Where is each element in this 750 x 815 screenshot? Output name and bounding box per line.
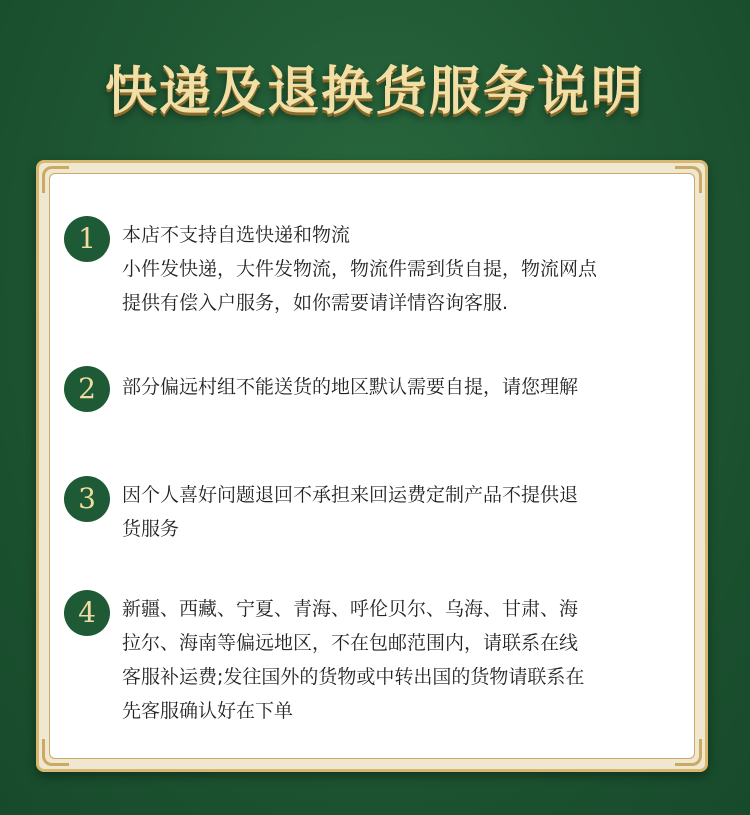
item-text-line: 本店不支持自选快递和物流 <box>122 224 351 246</box>
item-text-line: 提供有偿入户服务，如你需要请详情咨询客服. <box>122 292 509 314</box>
item-number-badge: 3 <box>64 476 110 522</box>
item-text <box>122 218 702 320</box>
item-number-badge: 4 <box>64 590 110 636</box>
item-text <box>122 370 702 404</box>
item-text-line: 新疆、西藏、宁夏、青海、呼伦贝尔、乌海、甘肃、海 <box>122 598 579 620</box>
item-text <box>122 478 702 546</box>
item-text-line: 部分偏远村组不能送货的地区默认需要自提，请您理解 <box>122 376 579 398</box>
item-number-badge: 2 <box>64 366 110 412</box>
page-title: 快递及退换货服务说明 <box>104 62 645 122</box>
item-text-line: 小件发快递，大件发物流，物流件需到货自提，物流网点 <box>122 258 598 280</box>
item-number-badge: 1 <box>64 216 110 262</box>
item-text-line: 客服补运费;发往国外的货物或中转出国的货物请联系在 <box>122 666 585 688</box>
item-text-line: 拉尔、海南等偏远地区，不在包邮范围内，请联系在线 <box>122 632 579 654</box>
item-text-line: 货服务 <box>122 518 180 540</box>
item-text-line: 因个人喜好问题退回不承担来回运费定制产品不提供退 <box>122 484 579 506</box>
item-text-line: 先客服确认好在下单 <box>122 700 294 722</box>
item-text <box>122 592 702 728</box>
